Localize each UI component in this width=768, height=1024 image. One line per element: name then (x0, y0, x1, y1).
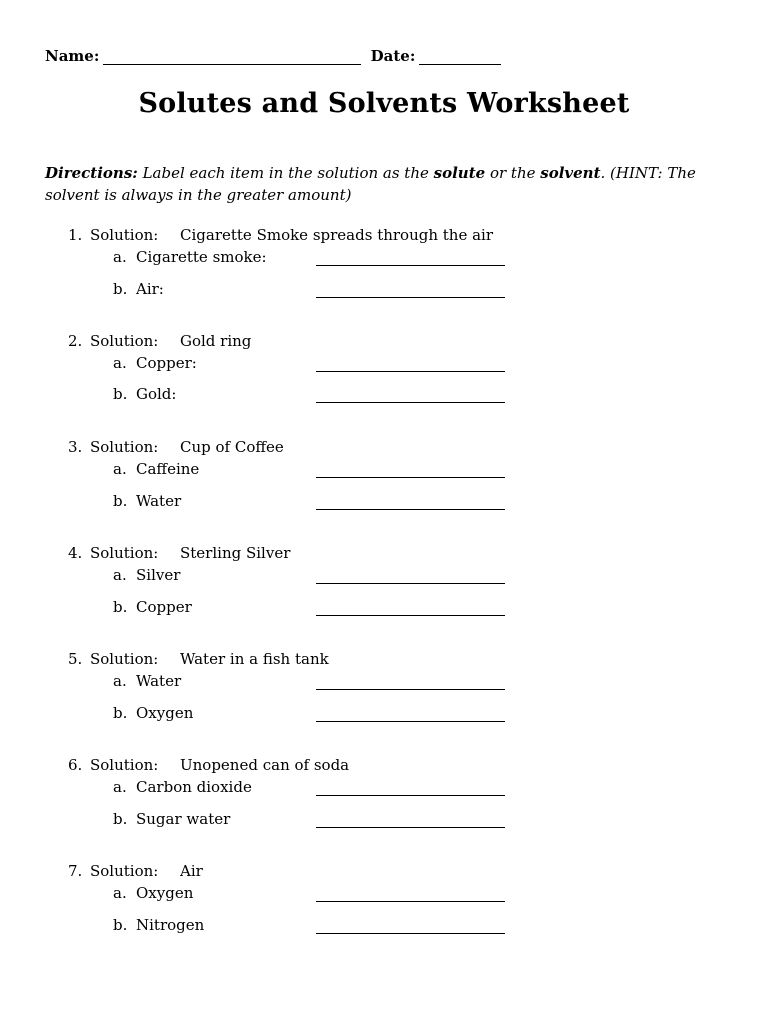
answer-line[interactable] (316, 795, 505, 796)
item-text: Oxygen (136, 884, 194, 902)
item-letter: a. (113, 566, 127, 584)
list-item (113, 460, 199, 478)
list-item (113, 598, 192, 616)
answer-line[interactable] (316, 689, 505, 690)
list-item (113, 778, 252, 796)
question-number: 7. (68, 862, 83, 880)
item-text: Silver (136, 566, 181, 584)
solution-text: Water in a fish tank (180, 650, 329, 668)
solution-text: Sterling Silver (180, 544, 291, 562)
list-item (113, 492, 181, 510)
answer-line[interactable] (316, 583, 505, 584)
item-letter: b. (113, 385, 128, 403)
directions-text-1: Label each item in the solution as the (137, 164, 434, 182)
directions-lead: Directions: (45, 164, 138, 182)
solution-label: Solution: (90, 438, 159, 456)
answer-line[interactable] (316, 402, 505, 403)
date-field[interactable] (419, 48, 501, 65)
list-item (113, 566, 180, 584)
solution-text: Unopened can of soda (180, 756, 350, 774)
question-number: 6. (68, 756, 83, 774)
item-letter: b. (113, 280, 128, 298)
list-item (113, 385, 176, 403)
item-text: Copper (136, 598, 192, 616)
item-letter: b. (113, 492, 128, 510)
item-text: Water (136, 492, 182, 510)
item-letter: a. (113, 884, 127, 902)
answer-line[interactable] (316, 509, 505, 510)
question-row (68, 438, 284, 456)
question-row (68, 650, 329, 668)
directions-solvent: solvent (540, 164, 601, 182)
item-text: Water (136, 672, 182, 690)
answer-line[interactable] (316, 371, 505, 372)
item-letter: a. (113, 778, 127, 796)
solution-label: Solution: (90, 226, 159, 244)
solution-text: Cigarette Smoke spreads through the air (180, 226, 494, 244)
name-label: Name: (45, 47, 100, 65)
list-item (113, 916, 204, 934)
question-number: 1. (68, 226, 83, 244)
name-date-header (45, 47, 501, 65)
item-text: Gold: (136, 385, 177, 403)
solution-label: Solution: (90, 544, 159, 562)
item-letter: a. (113, 460, 127, 478)
item-text: Carbon dioxide (136, 778, 252, 796)
answer-line[interactable] (316, 933, 505, 934)
solution-label: Solution: (90, 332, 159, 350)
item-letter: b. (113, 916, 128, 934)
item-letter: a. (113, 354, 127, 372)
item-text: Copper: (136, 354, 197, 372)
question-number: 4. (68, 544, 83, 562)
answer-line[interactable] (316, 297, 505, 298)
date-label: Date: (370, 47, 416, 65)
item-letter: a. (113, 672, 127, 690)
list-item (113, 810, 230, 828)
question-row (68, 862, 203, 880)
directions-solute: solute (433, 164, 486, 182)
answer-line[interactable] (316, 477, 505, 478)
item-letter: b. (113, 598, 128, 616)
list-item (113, 884, 193, 902)
solution-text: Gold ring (180, 332, 252, 350)
answer-line[interactable] (316, 901, 505, 902)
question-row (68, 226, 493, 244)
list-item (113, 672, 181, 690)
question-row (68, 756, 349, 774)
item-text: Air: (136, 280, 164, 298)
answer-line[interactable] (316, 615, 505, 616)
solution-label: Solution: (90, 862, 159, 880)
solution-label: Solution: (90, 756, 159, 774)
directions (45, 162, 725, 206)
page-title: Solutes and Solvents Worksheet (138, 88, 630, 119)
answer-line[interactable] (316, 827, 505, 828)
list-item (113, 280, 164, 298)
list-item (113, 704, 193, 722)
question-row (68, 544, 290, 562)
item-text: Caffeine (136, 460, 200, 478)
solution-text: Cup of Coffee (180, 438, 284, 456)
answer-line[interactable] (316, 721, 505, 722)
question-number: 3. (68, 438, 83, 456)
item-text: Cigarette smoke: (136, 248, 267, 266)
directions-text-3: . (HINT: The solvent is always in the greater amount) (45, 164, 696, 204)
item-text: Nitrogen (136, 916, 205, 934)
answer-line[interactable] (316, 265, 505, 266)
item-letter: a. (113, 248, 127, 266)
item-text: Oxygen (136, 704, 194, 722)
directions-text-2: or the (485, 164, 541, 182)
solution-text: Air (180, 862, 203, 880)
question-number: 2. (68, 332, 83, 350)
question-row (68, 332, 251, 350)
list-item (113, 354, 197, 372)
list-item (113, 248, 267, 266)
question-number: 5. (68, 650, 83, 668)
item-text: Sugar water (136, 810, 231, 828)
item-letter: b. (113, 810, 128, 828)
solution-label: Solution: (90, 650, 159, 668)
item-letter: b. (113, 704, 128, 722)
name-field[interactable] (103, 48, 361, 65)
